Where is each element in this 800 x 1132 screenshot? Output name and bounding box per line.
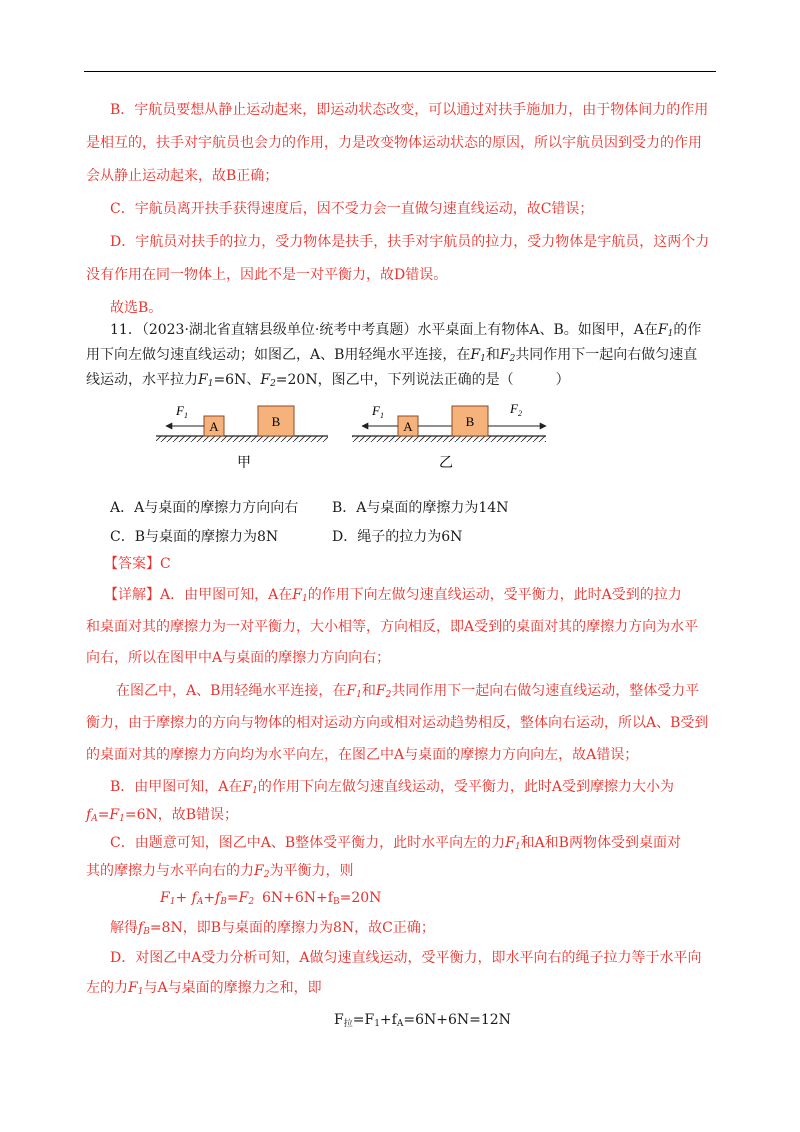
q11-text: 水平桌面上有物体A、B。如图甲，A在 — [417, 322, 658, 338]
block-a-label: A — [403, 419, 413, 434]
equation-1: $F_1+ f_A+f_B=F_2$ — [160, 890, 255, 907]
option-d[interactable]: D．绳子的拉力为6N — [332, 529, 463, 545]
caption-jia: 甲 — [237, 455, 251, 471]
detail-line10: 其的摩擦力与水平向右的力$F_2$为平衡力，则 — [86, 863, 354, 880]
detail-line1: 【详解】A．由甲图可知，A在$F_1$的作用下向左做匀速直线运动，受平衡力，此时A受到的拉力 — [104, 587, 682, 604]
f1-symbol: $F_1$ — [470, 347, 486, 364]
detail-line8: $f_A=F_1=6N$，故B错误； — [86, 807, 239, 824]
block-b-label: B — [465, 414, 475, 429]
diagram-yi — [352, 401, 546, 471]
prev-option-b-line3: 会从静止运动起来，故B正确； — [86, 168, 279, 184]
q11-line3 — [86, 370, 570, 390]
q11-text: 用下向左做匀速直线运动；如图乙，A、B用轻绳水平连接，在 — [86, 347, 471, 363]
q11-text: =20N，图乙中，下列说法正确的是（ ） — [275, 372, 570, 388]
f1-label: $F_1$ — [176, 403, 188, 420]
q11-text: 线运动，水平拉力 — [86, 372, 198, 388]
f1-symbol: $F_1$ — [198, 372, 214, 389]
q11-line2 — [86, 345, 697, 365]
prev-option-c: C．宇航员离开扶手获得速度后，因不受力会一直做匀速直线运动，故C错误； — [110, 201, 594, 217]
option-c[interactable]: C．B与桌面的摩擦力为8N — [110, 529, 279, 545]
detail-line5: 衡力，由于摩擦力的方向与物体的相对运动方向或相对运动趋势相反，整体向右运动，所以A、B受到 — [86, 715, 709, 731]
q11-line1 — [110, 320, 701, 340]
detail-line6: 的桌面对其的摩擦力方向均为水平向左，在图乙中A与桌面的摩擦力方向向左，故A错误； — [86, 747, 639, 763]
f1-symbol: $F_1$ — [657, 322, 674, 339]
q11-number: 11． — [110, 322, 142, 338]
prev-option-d-line2: 没有作用在同一物体上，因此不是一对平衡力，故D错误。 — [86, 267, 448, 283]
detail-line11: 解得$f_B=8N$，即B与桌面的摩擦力为8N，故C正确； — [110, 920, 435, 937]
detail-line2: 和桌面对其的摩擦力为一对平衡力，大小相等，方向相反，即A受到的桌面对其的摩擦力方向为水平 — [86, 619, 699, 635]
detail-label: 【详解】 — [104, 587, 160, 603]
prev-option-b-line2: 是相互的，扶手对宇航员也会力的作用，力是改变物体运动状态的原因，所以宇航员因到受力的作用 — [86, 135, 702, 151]
force-diagram — [150, 393, 570, 473]
q11-text: 和 — [485, 347, 500, 363]
ground-hatch — [156, 436, 328, 442]
f1-label: $F_1$ — [372, 403, 384, 420]
detail-line7: B．由甲图可知，A在$F_1$的作用下向左做匀速直线运动，受平衡力，此时A受到摩擦力大小为 — [110, 779, 674, 796]
block-b-label: B — [271, 414, 281, 429]
block-a-label: A — [209, 419, 219, 434]
option-a[interactable]: A．A与桌面的摩擦力方向向右 — [110, 500, 299, 516]
q11-source: （2023·湖北省直辖县级单位·统考中考真题） — [141, 322, 418, 338]
f2-symbol: $F_2$ — [499, 347, 516, 364]
equation-2: $F_拉=F_1+f_A=6N+6N=12N$ — [334, 1012, 511, 1029]
prev-option-b-line1: B．宇航员要想从静止运动起来，即运动状态改变，可以通过对扶手施加力，由于物体间力的作用 — [110, 102, 709, 118]
prev-choose: 故选B。 — [110, 300, 163, 316]
detail-line4: 在图乙中，A、B用轻绳水平连接，在$F_1$和$F_2$共同作用下一起向右做匀速直线运动，整体受力平 — [116, 683, 700, 700]
q11-text: 共同作用下一起向右做匀速直 — [515, 347, 698, 363]
ground-hatch — [352, 436, 546, 442]
q11-text: =6N、 — [213, 372, 261, 388]
q11-text: 的作 — [673, 322, 702, 338]
detail-line12: D．对图乙中A受力分析可知，A做匀速直线运动，受平衡力，即水平向右的绳子拉力等于水平向 — [110, 950, 702, 966]
f2-symbol: $F_2$ — [260, 372, 276, 389]
diagram-jia — [156, 403, 328, 471]
detail-line13: 左的力$F_1$与A与桌面的摩擦力之和，即 — [86, 980, 322, 997]
detail-line3: 向右，所以在图甲中A与桌面的摩擦力方向向右； — [86, 650, 391, 666]
option-b[interactable]: B．A与桌面的摩擦力为14N — [332, 500, 509, 516]
header-rule — [84, 71, 716, 72]
answer-label: 【答案】C — [104, 556, 171, 572]
equation-1b: $6N+6N+f_B=20N$ — [262, 890, 382, 907]
f2-label: $F_2$ — [510, 401, 522, 418]
detail-line9: C．由题意可知，图乙中A、B整体受平衡力，此时水平向左的力$F_1$和A和B两物体受到桌面对 — [110, 835, 681, 852]
caption-yi: 乙 — [439, 455, 453, 471]
prev-option-d-line1: D．宇航员对扶手的拉力，受力物体是扶手，扶手对宇航员的拉力，受力物体是宇航员，这两个力 — [110, 234, 710, 250]
